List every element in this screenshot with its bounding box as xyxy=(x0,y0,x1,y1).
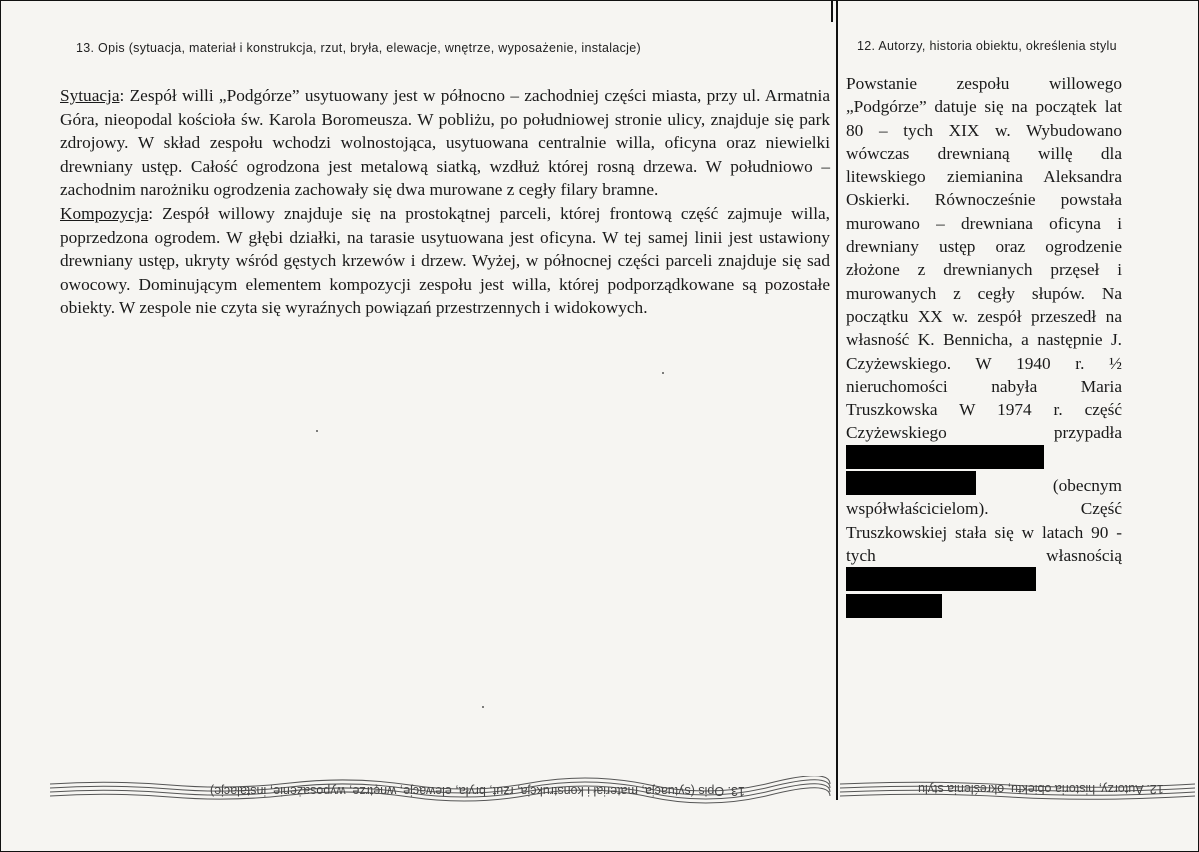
mirrored-bleed-text-right: 12. Autorzy, historia obiektu, określenia stylu xyxy=(918,782,1164,796)
kompozycja-text: : Zespół willowy znajduje się na prostokątnej parceli, której frontową część zajmuje willa, poprzedzona ogrodem. W głębi działki, na tarasie usytuowana jest oficyna. W tej samej linii jest ustawiony drewniany ustęp, ukryty wśród gęstych krzewów i drzew. Wyżej, w północnej części parceli znajduje się sad owocowy. Dominującym elementem kompozycji zespołu jest willa, której podporządkowane są pozostałe obiekty. W zespole nie czyta się wyraźnych powiązań przestrzennych i widokowych. xyxy=(60,203,830,318)
mirrored-bleed-text-left: 13. Opis (sytuacja, materiał i konstrukcja, rzut, bryła, elewacje, wnętrze, wyposażenie, instalacje) xyxy=(210,784,745,798)
redaction-block xyxy=(846,567,1036,591)
description-body xyxy=(60,84,830,320)
kompozycja-label: Kompozycja xyxy=(60,203,149,223)
history-text-part1: Powstanie zespołu willowego „Podgórze” datuje się na początek lat 80 – tych XIX w. Wybudowano wówczas drewnianą willę dla litewskiego ziemianina Aleksandra Oskierki. Równocześnie powstała murowano – drewniana oficyna i drewniany ustęp oraz ogrodzenie złożone z drewnianych przęseł i murowanych z cegły słupów. Na początku XX w. zespół przeszedł na własność K. Bennicha, a następnie J. Czyżewskiego. W 1940 r. ½ nieruchomości nabyła Maria Truszkowska W 1974 r. część Czyżewskiego przypadła xyxy=(846,74,1122,443)
section-12-header: 12. Autorzy, historia obiektu, określenia stylu xyxy=(857,39,1117,53)
speck xyxy=(482,706,484,708)
column-divider xyxy=(836,0,838,800)
history-body xyxy=(846,72,1122,620)
redaction-block xyxy=(846,594,942,618)
sytuacja-label: Sytuacja xyxy=(60,86,120,105)
speck xyxy=(662,372,664,374)
kompozycja-paragraph xyxy=(60,202,830,320)
top-tick xyxy=(831,0,833,22)
sytuacja-paragraph xyxy=(60,84,830,202)
history-text-part2: (obecnym współwłaścicielom). Część Truszkowskiej stała się w latach 90 - tych własnością xyxy=(846,476,1122,565)
speck xyxy=(316,430,318,432)
section-13-header: 13. Opis (sytuacja, materiał i konstrukcja, rzut, bryła, elewacje, wnętrze, wyposażenie, instalacje) xyxy=(76,41,641,55)
sytuacja-text: : Zespół willi „Podgórze” usytuowany jest w północno – zachodniej części miasta, przy ul. Armatnia Góra, nieopodal kościoła św. Karola Boromeusza. W pobliżu, po południowej stronie ulicy, znajduje się park zdrojowy. W skład zespołu wchodzi wolnostojąca, usytuowana centralnie willa, oficyna oraz niewielki drewniany ustęp. Całość ogrodzona jest metalową siatką, wzdłuż której rosną drzewa. W południowo – zachodnim narożniku ogrodzenia zachowały się dwa murowane z cegły filary bramne. xyxy=(60,86,830,200)
redaction-block xyxy=(846,471,976,495)
redaction-block xyxy=(846,445,1044,469)
